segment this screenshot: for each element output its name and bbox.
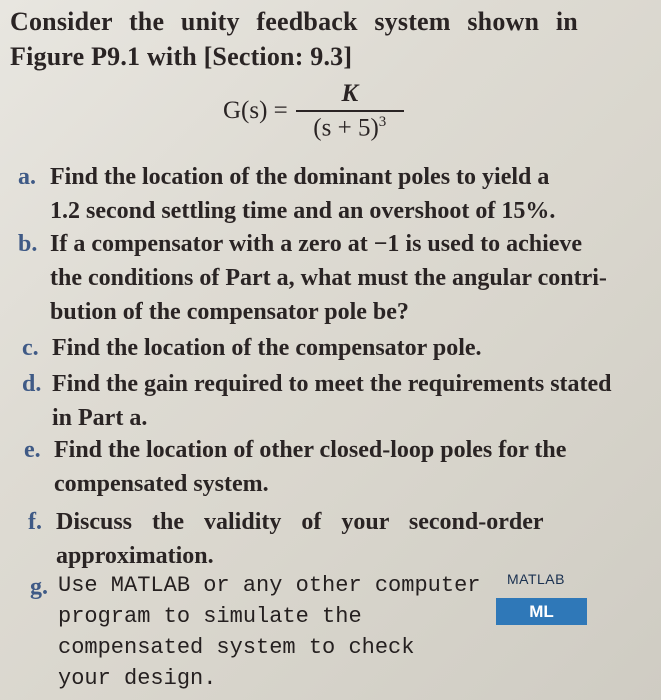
matlab-label: MATLAB (507, 571, 565, 587)
ml-badge: ML (496, 598, 587, 625)
part-line: If a compensator with a zero at −1 is used to achieve (50, 231, 583, 257)
part-line: compensated system. (54, 471, 269, 497)
part-letter: e. (24, 437, 41, 463)
part-line: compensated system to check (58, 635, 415, 660)
equation-fraction (296, 80, 404, 142)
part-line: the conditions of Part a, what must the angular contri- (50, 265, 607, 291)
equation-denominator (313, 112, 386, 142)
part-line: in Part a. (52, 405, 148, 431)
part-letter: f. (28, 509, 42, 535)
part-line: Discuss the validity of your second-order (56, 509, 544, 535)
part-letter: b. (18, 231, 38, 257)
part-letter: g. (30, 574, 48, 600)
part-line: Use MATLAB or any other computer (58, 573, 481, 598)
equation-numerator: K (341, 79, 359, 107)
equation-lhs: G(s) = (223, 97, 288, 124)
part-line: program to simulate the (58, 604, 362, 629)
part-line: Find the location of the dominant poles to yield a (50, 164, 550, 190)
part-letter: d. (22, 371, 42, 397)
part-letter: c. (22, 335, 39, 361)
part-line: Find the location of the compensator pole. (52, 335, 482, 361)
part-line: Find the location of other closed-loop poles for the (54, 437, 567, 463)
intro-line-1: Consider the unity feedback system shown in (10, 7, 578, 36)
problem-intro (10, 4, 610, 74)
part-line: approximation. (56, 543, 214, 569)
part-line: Find the gain required to meet the requirements stated (52, 371, 612, 397)
denominator-base: (s + 5) (313, 114, 379, 142)
part-line: 1.2 second settling time and an overshoot of 15%. (50, 198, 556, 224)
intro-line-2: Figure P9.1 with [Section: 9.3] (10, 42, 353, 71)
part-line: bution of the compensator pole be? (50, 299, 409, 325)
part-letter: a. (18, 164, 36, 190)
part-line: your design. (58, 666, 217, 691)
transfer-function-equation (223, 78, 404, 144)
denominator-exponent: 3 (378, 113, 387, 130)
